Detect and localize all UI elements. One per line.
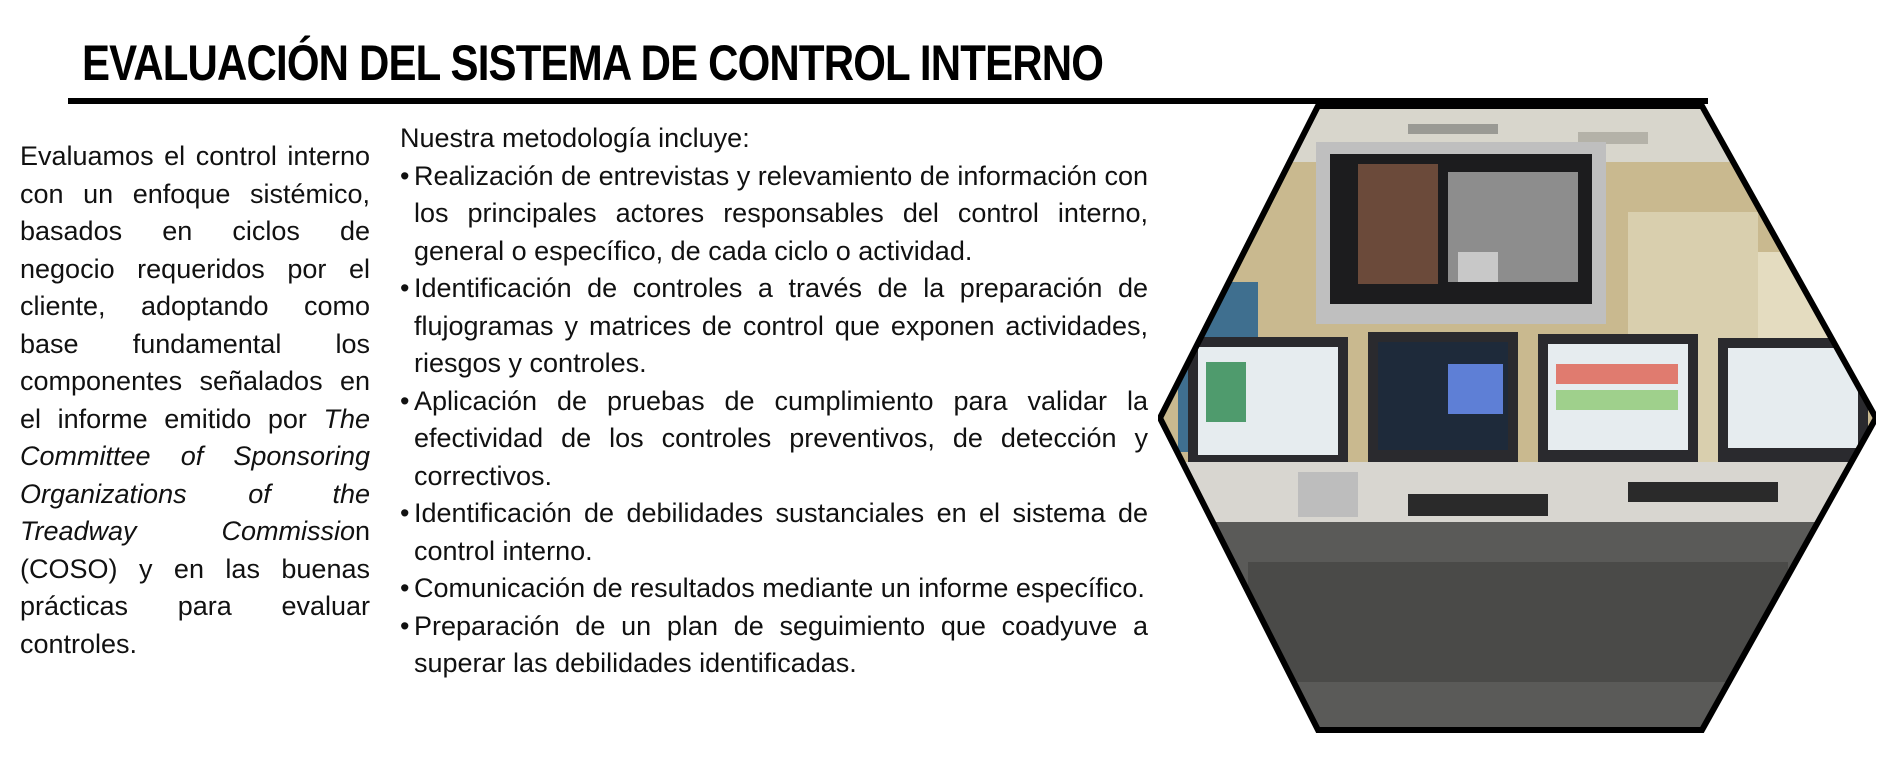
monitor-far-right-screen — [1728, 348, 1858, 448]
methodology-item — [400, 570, 1148, 608]
methodology-item-text: Realización de entrevistas y relevamiento de información con los principales actores responsables del control interno, general o específico, de cada ciclo o actividad. — [414, 160, 1148, 266]
methodology-item-text: Preparación de un plan de seguimiento que coadyuve a superar las debilidades identificadas. — [414, 610, 1148, 678]
methodology-item — [400, 608, 1148, 683]
methodology-item-text: Comunicación de resultados mediante un informe específico. — [414, 573, 1145, 603]
desk-cabinet-row — [1248, 562, 1788, 682]
page-title: EVALUACIÓN DEL SISTEMA DE CONTROL INTERNO — [82, 35, 1104, 91]
methodology-item-text: Identificación de debilidades sustanciales en el sistema de control interno. — [414, 498, 1148, 566]
bullet-icon: • — [400, 610, 410, 641]
methodology-list — [400, 158, 1148, 683]
intro-paragraph — [20, 138, 370, 663]
coso-organization-name: The Committee of Sponsoring Organizations of the Treadway Commissio — [20, 403, 370, 546]
intro-text-before: Evaluamos el control interno con un enfoque sistémico, basados en ciclos de negocio requeridos por el cliente, adoptando como base fundamental los componentes señalados en el informe emitido por — [20, 141, 370, 434]
hexagon-photo-illustration — [1158, 102, 1876, 734]
methodology-item — [400, 158, 1148, 271]
methodology-item — [400, 495, 1148, 570]
photo-scene — [1158, 102, 1876, 734]
methodology-item — [400, 270, 1148, 383]
monitor-right-status — [1556, 390, 1678, 410]
methodology-item-text: Aplicación de pruebas de cumplimiento para validar la efectividad de los controles preventivos, de detección y correctivos. — [414, 385, 1148, 491]
intro-text-after: n (COSO) y en las buenas prácticas para evaluar controles. — [20, 516, 370, 659]
bullet-icon: • — [400, 160, 410, 191]
monitor-right-alerts — [1556, 364, 1678, 384]
methodology-section — [400, 120, 1148, 683]
keyboard-center — [1408, 494, 1548, 516]
bullet-icon: • — [400, 273, 410, 303]
desk-phone — [1298, 472, 1358, 517]
monitor-center-blue-panel — [1448, 364, 1503, 414]
methodology-item-text: Identificación de controles a través de la preparación de flujogramas y matrices de control que exponen actividades, riesgos y controles. — [414, 273, 1148, 378]
screen-equipment — [1358, 164, 1438, 284]
ceiling-vent — [1408, 124, 1498, 134]
bullet-icon: • — [400, 498, 410, 528]
screen-highlight — [1458, 252, 1498, 282]
methodology-heading: Nuestra metodología incluye: — [400, 123, 750, 153]
control-room-photo — [1158, 102, 1876, 734]
monitor-left-panel — [1206, 362, 1246, 422]
bullet-icon: • — [400, 573, 410, 603]
methodology-item — [400, 383, 1148, 496]
bullet-icon: • — [400, 385, 410, 416]
keyboard-right — [1628, 482, 1778, 502]
